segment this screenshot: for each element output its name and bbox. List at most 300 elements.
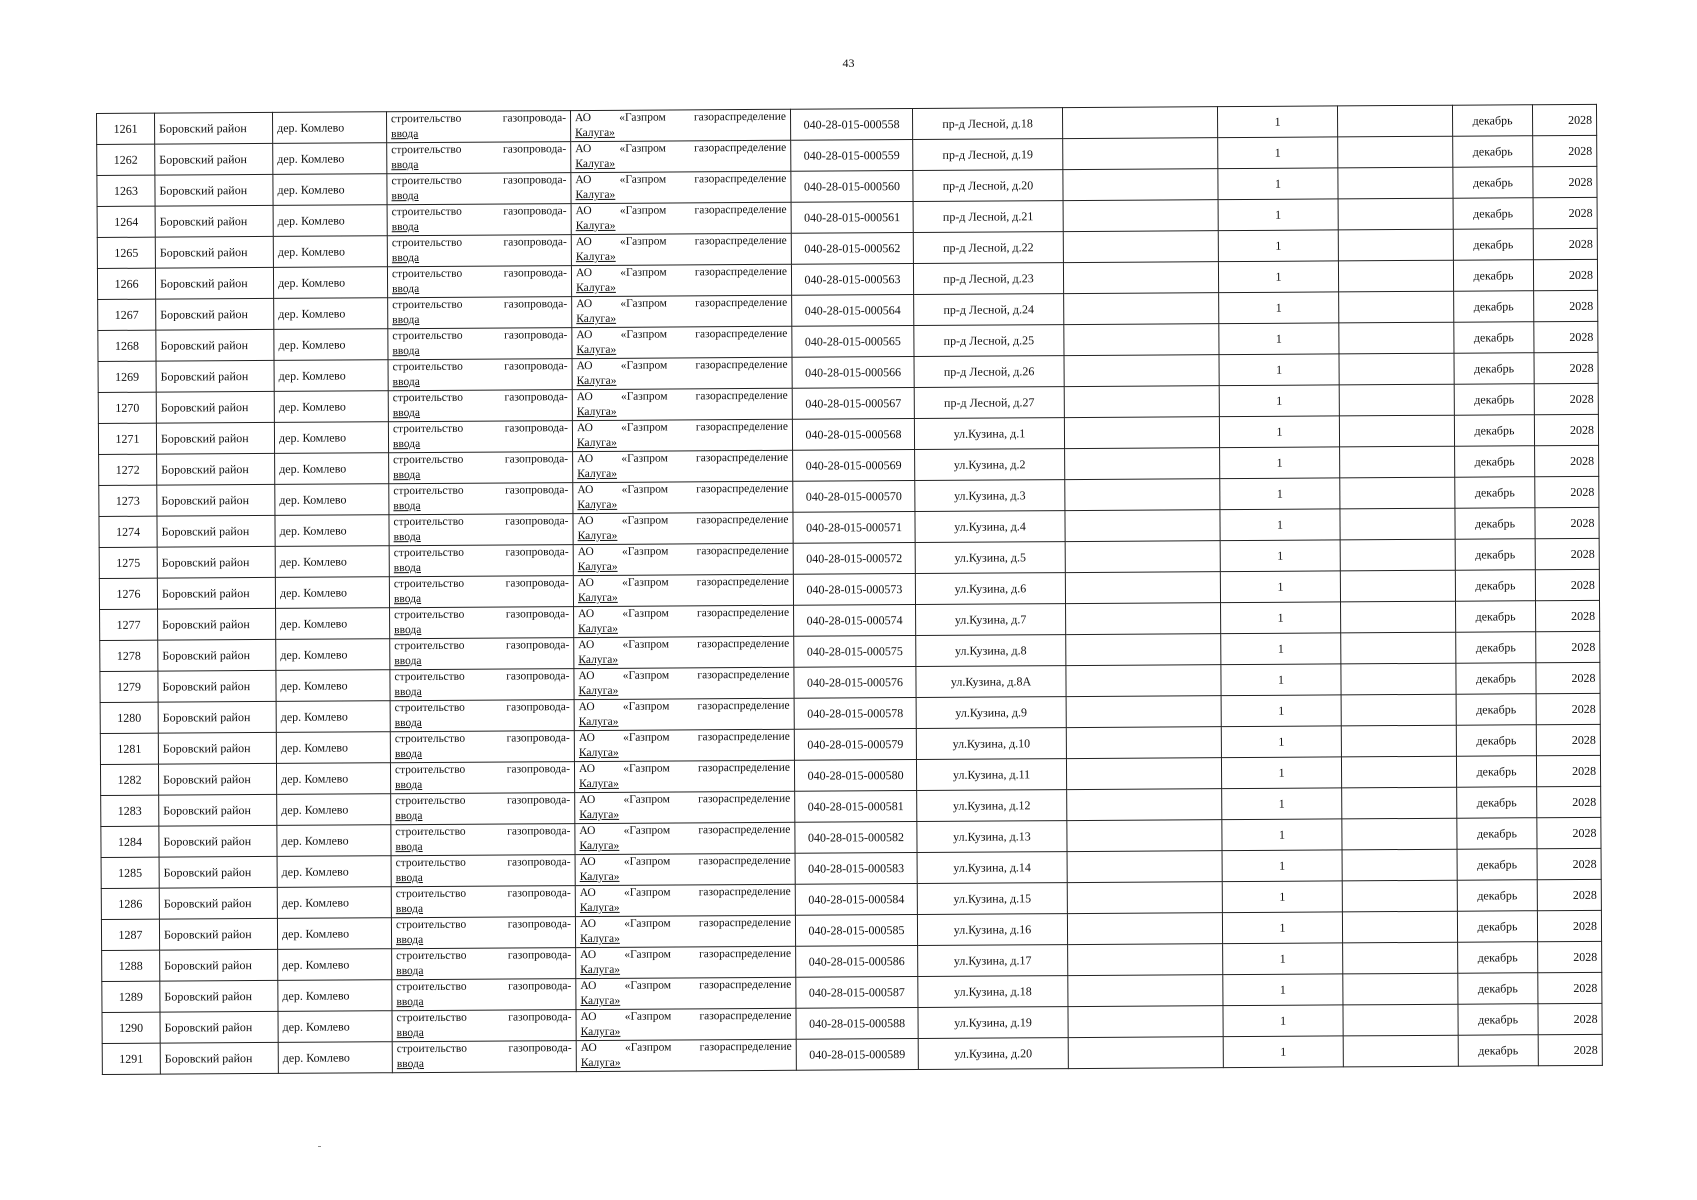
org-name-part1: «Газпром — [620, 359, 668, 372]
org-name-part2: газораспределение — [694, 234, 787, 248]
org-form: АО — [578, 607, 595, 621]
work-object-word: газопровода- — [506, 763, 571, 776]
empty-cell — [1341, 663, 1456, 695]
row-number: 1288 — [102, 950, 160, 981]
work-type-cell — [390, 731, 574, 763]
org-name-part1: «Газпром — [621, 483, 669, 496]
empty-cell — [1342, 787, 1457, 819]
empty-cell — [1338, 260, 1453, 292]
work-object-word: газопровода- — [508, 1011, 572, 1024]
year-cell: 2028 — [1533, 197, 1597, 228]
org-form: АО — [578, 731, 595, 745]
org-form: АО — [579, 917, 597, 931]
year-cell: 2028 — [1538, 1034, 1602, 1065]
org-name-line2: Калуга» — [576, 312, 617, 326]
cadastral-number-cell: 040-28-015-000565 — [792, 326, 914, 358]
org-name-part2: газораспределение — [698, 885, 791, 899]
empty-cell — [1339, 291, 1454, 323]
cadastral-number-cell: 040-28-015-000568 — [792, 419, 914, 451]
work-type-word: строительство — [395, 794, 466, 808]
count-cell: 1 — [1219, 292, 1339, 324]
org-name-line2: Калуга» — [580, 1056, 621, 1070]
work-type-cell — [392, 948, 576, 980]
work-object-word: газопровода- — [503, 236, 567, 249]
address-cell: ул.Кузина, д.8 — [916, 635, 1066, 667]
empty-cell — [1339, 353, 1454, 385]
empty-cell — [1342, 818, 1457, 850]
org-name-part2: газораспределение — [696, 544, 789, 558]
count-cell: 1 — [1222, 881, 1342, 913]
address-cell: ул.Кузина, д.15 — [917, 883, 1067, 915]
org-name-part2: газораспределение — [698, 916, 791, 930]
cadastral-number-cell: 040-28-015-000563 — [791, 264, 913, 296]
row-number: 1271 — [98, 423, 156, 454]
work-type-line2: ввода — [391, 221, 419, 234]
locality-cell: дер. Комлево — [278, 1042, 392, 1074]
org-name-part1: «Газпром — [621, 514, 669, 527]
row-number: 1266 — [97, 268, 155, 299]
cadastral-number-cell: 040-28-015-000579 — [794, 729, 916, 761]
page-number: 43 — [842, 56, 855, 70]
address-cell: ул.Кузина, д.20 — [918, 1038, 1068, 1070]
address-cell: ул.Кузина, д.4 — [915, 511, 1065, 543]
organization-cell — [573, 481, 793, 513]
work-object-word: газопровода- — [504, 329, 568, 342]
row-number: 1286 — [101, 888, 159, 919]
month-cell: декабрь — [1454, 353, 1534, 384]
locality-cell: дер. Комлево — [278, 1011, 392, 1043]
cadastral-number-cell: 040-28-015-000570 — [793, 481, 915, 513]
work-object-word: газопровода- — [502, 143, 567, 156]
work-type-cell — [389, 545, 573, 577]
cadastral-number-cell: 040-28-015-000588 — [796, 1007, 918, 1039]
cadastral-number-cell: 040-28-015-000572 — [793, 543, 915, 575]
work-type-cell — [391, 917, 575, 949]
org-form: АО — [575, 235, 592, 249]
year-cell: 2028 — [1537, 848, 1601, 879]
org-name-line2: Калуга» — [575, 250, 616, 264]
empty-cell — [1068, 944, 1223, 976]
year-cell: 2028 — [1536, 724, 1600, 755]
district-cell: Боровский район — [155, 267, 273, 299]
org-name-line2: Калуга» — [576, 436, 617, 450]
month-cell: декабрь — [1458, 973, 1538, 1004]
org-form: АО — [580, 1041, 597, 1055]
year-cell: 2028 — [1534, 383, 1598, 414]
row-number: 1289 — [102, 981, 160, 1012]
org-name-part1: «Газпром — [622, 700, 670, 713]
row-number: 1272 — [99, 454, 157, 485]
org-name-part2: газораспределение — [695, 296, 788, 310]
empty-cell — [1067, 851, 1222, 883]
work-type-word: строительство — [395, 887, 467, 901]
locality-cell: дер. Комлево — [273, 236, 387, 268]
empty-cell — [1064, 417, 1219, 449]
year-cell: 2028 — [1536, 631, 1600, 662]
work-type-word: строительство — [394, 608, 465, 622]
address-cell: ул.Кузина, д.6 — [915, 573, 1065, 605]
work-type-word: строительство — [392, 298, 463, 312]
year-cell: 2028 — [1534, 321, 1598, 352]
count-cell: 1 — [1221, 633, 1341, 665]
organization-cell — [572, 295, 792, 327]
org-name-part2: газораспределение — [695, 451, 789, 465]
org-name-part1: «Газпром — [623, 762, 670, 775]
org-name-part2: газораспределение — [695, 389, 788, 403]
count-cell: 1 — [1218, 261, 1338, 293]
row-number: 1275 — [99, 547, 157, 578]
district-cell: Боровский район — [158, 639, 276, 671]
organization-cell — [574, 729, 794, 761]
org-name-part1: «Газпром — [620, 266, 667, 279]
org-form: АО — [580, 1010, 597, 1024]
organization-cell — [573, 543, 793, 575]
row-number: 1291 — [102, 1043, 160, 1074]
cadastral-number-cell: 040-28-015-000566 — [792, 357, 914, 389]
org-name-part1: «Газпром — [621, 421, 668, 434]
year-cell: 2028 — [1533, 135, 1597, 166]
locality-cell: дер. Комлево — [277, 794, 391, 826]
org-name-part1: «Газпром — [623, 855, 671, 868]
work-type-cell — [389, 576, 573, 608]
org-name-part1: «Газпром — [624, 1010, 672, 1023]
locality-cell: дер. Комлево — [274, 391, 388, 423]
org-form: АО — [579, 793, 596, 807]
work-type-word: строительство — [391, 143, 462, 157]
org-name-part1: «Газпром — [623, 886, 671, 899]
empty-cell — [1067, 820, 1222, 852]
org-name-line2: Калуга» — [578, 622, 618, 636]
work-type-line2: ввода — [392, 283, 420, 296]
work-type-line2: ввода — [392, 438, 421, 451]
work-type-cell — [388, 421, 572, 453]
work-type-cell — [391, 793, 575, 825]
org-form: АО — [575, 111, 592, 125]
empty-cell — [1343, 973, 1458, 1005]
district-cell: Боровский район — [160, 1042, 278, 1074]
district-cell: Боровский район — [158, 670, 276, 702]
work-type-cell — [387, 266, 571, 298]
locality-cell: дер. Комлево — [275, 484, 389, 516]
locality-cell: дер. Комлево — [275, 515, 389, 547]
org-name-part1: «Газпром — [623, 793, 670, 806]
address-cell: пр-д Лесной, д.20 — [913, 170, 1063, 202]
row-number: 1262 — [97, 144, 155, 175]
org-name-part1: «Газпром — [620, 328, 668, 341]
cadastral-number-cell: 040-28-015-000587 — [796, 976, 918, 1008]
work-object-word: газопровода- — [507, 856, 571, 869]
year-cell: 2028 — [1535, 476, 1599, 507]
work-object-word: газопровода- — [505, 515, 569, 528]
empty-cell — [1063, 262, 1218, 294]
district-cell: Боровский район — [160, 980, 278, 1012]
locality-cell: дер. Комлево — [276, 763, 390, 795]
org-name-part2: газораспределение — [697, 699, 790, 713]
empty-cell — [1338, 198, 1453, 230]
org-form: АО — [575, 173, 592, 187]
district-cell: Боровский район — [156, 422, 274, 454]
work-type-cell — [391, 855, 575, 887]
work-object-word: газопровода- — [503, 298, 568, 311]
empty-cell — [1066, 603, 1221, 635]
org-name-part2: газораспределение — [699, 1040, 792, 1054]
org-name-part2: газораспределение — [693, 110, 787, 124]
cadastral-number-cell: 040-28-015-000560 — [791, 171, 913, 203]
address-cell: ул.Кузина, д.12 — [917, 790, 1067, 822]
org-name-part2: газораспределение — [694, 265, 788, 279]
work-type-word: строительство — [393, 453, 464, 467]
work-type-line2: ввода — [393, 531, 421, 544]
work-type-line2: ввода — [394, 655, 422, 668]
month-cell: декабрь — [1458, 1035, 1538, 1066]
work-type-word: строительство — [391, 205, 462, 219]
row-number: 1269 — [98, 361, 156, 392]
empty-cell — [1339, 322, 1454, 354]
locality-cell: дер. Комлево — [276, 732, 390, 764]
work-object-word: газопровода- — [507, 825, 571, 838]
address-cell: ул.Кузина, д.14 — [917, 852, 1067, 884]
org-name-line2: Калуга» — [577, 560, 618, 574]
cadastral-number-cell: 040-28-015-000559 — [791, 140, 913, 172]
count-cell: 1 — [1220, 447, 1340, 479]
work-type-cell — [390, 669, 574, 701]
row-number: 1284 — [101, 826, 159, 857]
row-number: 1263 — [97, 175, 155, 206]
locality-cell: дер. Комлево — [273, 205, 387, 237]
count-cell: 1 — [1223, 1005, 1343, 1037]
year-cell: 2028 — [1533, 228, 1597, 259]
empty-cell — [1342, 911, 1457, 943]
work-type-cell — [391, 886, 575, 918]
empty-cell — [1068, 975, 1223, 1007]
empty-cell — [1063, 169, 1218, 201]
work-type-line2: ввода — [392, 314, 420, 327]
row-number: 1261 — [97, 113, 155, 144]
locality-cell: дер. Комлево — [274, 360, 388, 392]
work-type-word: строительство — [392, 329, 463, 343]
org-name-part2: газораспределение — [699, 947, 792, 961]
month-cell: декабрь — [1453, 198, 1533, 229]
count-cell: 1 — [1218, 168, 1338, 200]
empty-cell — [1063, 200, 1218, 232]
work-type-cell — [392, 979, 576, 1011]
year-cell: 2028 — [1537, 879, 1601, 910]
locality-cell: дер. Комлево — [276, 608, 390, 640]
work-type-line2: ввода — [395, 872, 423, 885]
locality-cell: дер. Комлево — [277, 856, 391, 888]
month-cell: декабрь — [1458, 1004, 1538, 1035]
organization-cell — [571, 264, 791, 296]
empty-cell — [1066, 727, 1221, 759]
empty-cell — [1064, 324, 1219, 356]
year-cell: 2028 — [1536, 662, 1600, 693]
organization-cell — [576, 977, 796, 1009]
district-cell: Боровский район — [156, 391, 274, 423]
empty-cell — [1064, 293, 1219, 325]
org-name-line2: Калуга» — [575, 188, 616, 202]
org-name-line2: Калуга» — [575, 157, 616, 171]
organization-cell — [573, 512, 793, 544]
organization-cell — [571, 233, 791, 265]
org-name-part2: газораспределение — [696, 606, 790, 620]
address-cell: ул.Кузина, д.19 — [918, 1007, 1068, 1039]
address-cell: ул.Кузина, д.9 — [916, 697, 1066, 729]
locality-cell: дер. Комлево — [278, 949, 392, 981]
cadastral-number-cell: 040-28-015-000586 — [796, 945, 918, 977]
district-cell: Боровский район — [157, 546, 275, 578]
address-cell: ул.Кузина, д.13 — [917, 821, 1067, 853]
org-name-part1: «Газпром — [619, 235, 667, 248]
work-type-cell — [390, 700, 574, 732]
org-name-part1: «Газпром — [619, 111, 666, 124]
work-type-cell — [390, 762, 574, 794]
year-cell: 2028 — [1535, 445, 1599, 476]
org-name-line2: Калуга» — [578, 684, 619, 698]
cadastral-number-cell: 040-28-015-000583 — [795, 852, 917, 884]
month-cell: декабрь — [1456, 663, 1536, 694]
org-name-line2: Калуга» — [576, 405, 617, 419]
row-number: 1290 — [102, 1012, 160, 1043]
org-name-line2: Калуга» — [575, 219, 616, 233]
empty-cell — [1337, 105, 1452, 137]
year-cell: 2028 — [1536, 693, 1600, 724]
cadastral-number-cell: 040-28-015-000574 — [794, 605, 916, 637]
row-number: 1276 — [99, 578, 157, 609]
org-name-part2: газораспределение — [699, 1009, 792, 1023]
org-name-part1: «Газпром — [622, 576, 669, 589]
empty-cell — [1068, 1037, 1223, 1069]
cadastral-number-cell: 040-28-015-000575 — [794, 636, 916, 668]
org-name-part1: «Газпром — [620, 297, 667, 310]
locality-cell: дер. Комлево — [274, 422, 388, 454]
month-cell: декабрь — [1456, 694, 1536, 725]
work-type-cell — [391, 824, 575, 856]
count-cell: 1 — [1219, 354, 1339, 386]
locality-cell: дер. Комлево — [273, 174, 387, 206]
empty-cell — [1340, 477, 1455, 509]
empty-cell — [1067, 882, 1222, 914]
work-type-line2: ввода — [395, 779, 423, 792]
row-number: 1265 — [97, 237, 155, 268]
org-name-line2: Калуга» — [578, 715, 619, 729]
count-cell: 1 — [1221, 757, 1341, 789]
empty-cell — [1343, 942, 1458, 974]
district-cell: Боровский район — [158, 763, 276, 795]
locality-cell: дер. Комлево — [274, 298, 388, 330]
work-type-cell — [387, 235, 571, 267]
org-name-part1: «Газпром — [622, 607, 669, 620]
district-cell: Боровский район — [159, 887, 277, 919]
count-cell: 1 — [1218, 137, 1338, 169]
work-type-word: строительство — [392, 391, 464, 405]
empty-cell — [1342, 849, 1457, 881]
locality-cell: дер. Комлево — [274, 329, 388, 361]
work-type-line2: ввода — [391, 159, 419, 172]
organization-cell — [575, 884, 795, 916]
org-name-part2: газораспределение — [697, 730, 790, 744]
year-cell: 2028 — [1537, 786, 1601, 817]
registry-body — [97, 104, 1603, 1074]
district-cell: Боровский район — [157, 453, 275, 485]
org-name-line2: Калуга» — [577, 529, 618, 543]
org-form: АО — [578, 638, 595, 652]
org-name-line2: Калуга» — [575, 126, 615, 140]
locality-cell: дер. Комлево — [275, 546, 389, 578]
work-type-word: строительство — [395, 825, 466, 839]
work-type-word: строительство — [394, 639, 465, 653]
count-cell: 1 — [1220, 540, 1340, 572]
row-number: 1264 — [97, 206, 155, 237]
work-type-line2: ввода — [394, 717, 422, 730]
count-cell: 1 — [1223, 1036, 1343, 1068]
row-number: 1280 — [100, 702, 158, 733]
count-cell: 1 — [1218, 230, 1338, 262]
empty-cell — [1341, 694, 1456, 726]
year-cell: 2028 — [1533, 166, 1597, 197]
work-type-cell — [387, 173, 571, 205]
org-name-line2: Калуга» — [580, 994, 621, 1008]
work-object-word: газопровода- — [504, 422, 568, 435]
month-cell: декабрь — [1455, 570, 1535, 601]
row-number: 1287 — [101, 919, 159, 950]
org-name-part1: «Газпром — [622, 638, 670, 651]
cadastral-number-cell: 040-28-015-000585 — [795, 914, 917, 946]
empty-cell — [1066, 665, 1221, 697]
empty-cell — [1341, 725, 1456, 757]
year-cell: 2028 — [1535, 538, 1599, 569]
org-name-part1: «Газпром — [624, 917, 671, 930]
work-type-line2: ввода — [396, 965, 424, 978]
organization-cell — [570, 109, 790, 141]
year-cell: 2028 — [1533, 259, 1597, 290]
work-type-word: строительство — [395, 856, 466, 870]
org-name-part1: «Газпром — [623, 824, 671, 837]
organization-cell — [575, 915, 795, 947]
locality-cell: дер. Комлево — [275, 577, 389, 609]
address-cell: пр-д Лесной, д.19 — [913, 139, 1063, 171]
locality-cell: дер. Комлево — [275, 453, 389, 485]
org-name-line2: Калуга» — [580, 963, 621, 977]
org-form: АО — [576, 390, 593, 404]
district-cell: Боровский район — [158, 608, 276, 640]
org-name-part2: газораспределение — [695, 420, 788, 434]
org-name-part2: газораспределение — [694, 203, 787, 217]
empty-cell — [1065, 448, 1220, 480]
org-form: АО — [575, 204, 592, 218]
work-object-word: газопровода- — [504, 360, 568, 373]
org-form: АО — [576, 328, 593, 342]
work-object-word: газопровода- — [507, 887, 571, 900]
empty-cell — [1341, 601, 1456, 633]
locality-cell: дер. Комлево — [277, 887, 391, 919]
org-form: АО — [576, 421, 594, 435]
count-cell: 1 — [1219, 416, 1339, 448]
address-cell: ул.Кузина, д.8А — [916, 666, 1066, 698]
empty-cell — [1065, 541, 1220, 573]
year-cell: 2028 — [1536, 755, 1600, 786]
work-type-word: строительство — [393, 577, 465, 591]
empty-cell — [1342, 880, 1457, 912]
org-form: АО — [579, 824, 596, 838]
org-form: АО — [578, 762, 596, 776]
organization-cell — [572, 326, 792, 358]
org-name-line2: Калуга» — [579, 777, 619, 791]
organization-cell — [574, 605, 794, 637]
row-number: 1282 — [100, 764, 158, 795]
org-form: АО — [575, 142, 592, 156]
org-name-part2: газораспределение — [698, 854, 791, 868]
org-name-part1: «Газпром — [621, 452, 668, 465]
